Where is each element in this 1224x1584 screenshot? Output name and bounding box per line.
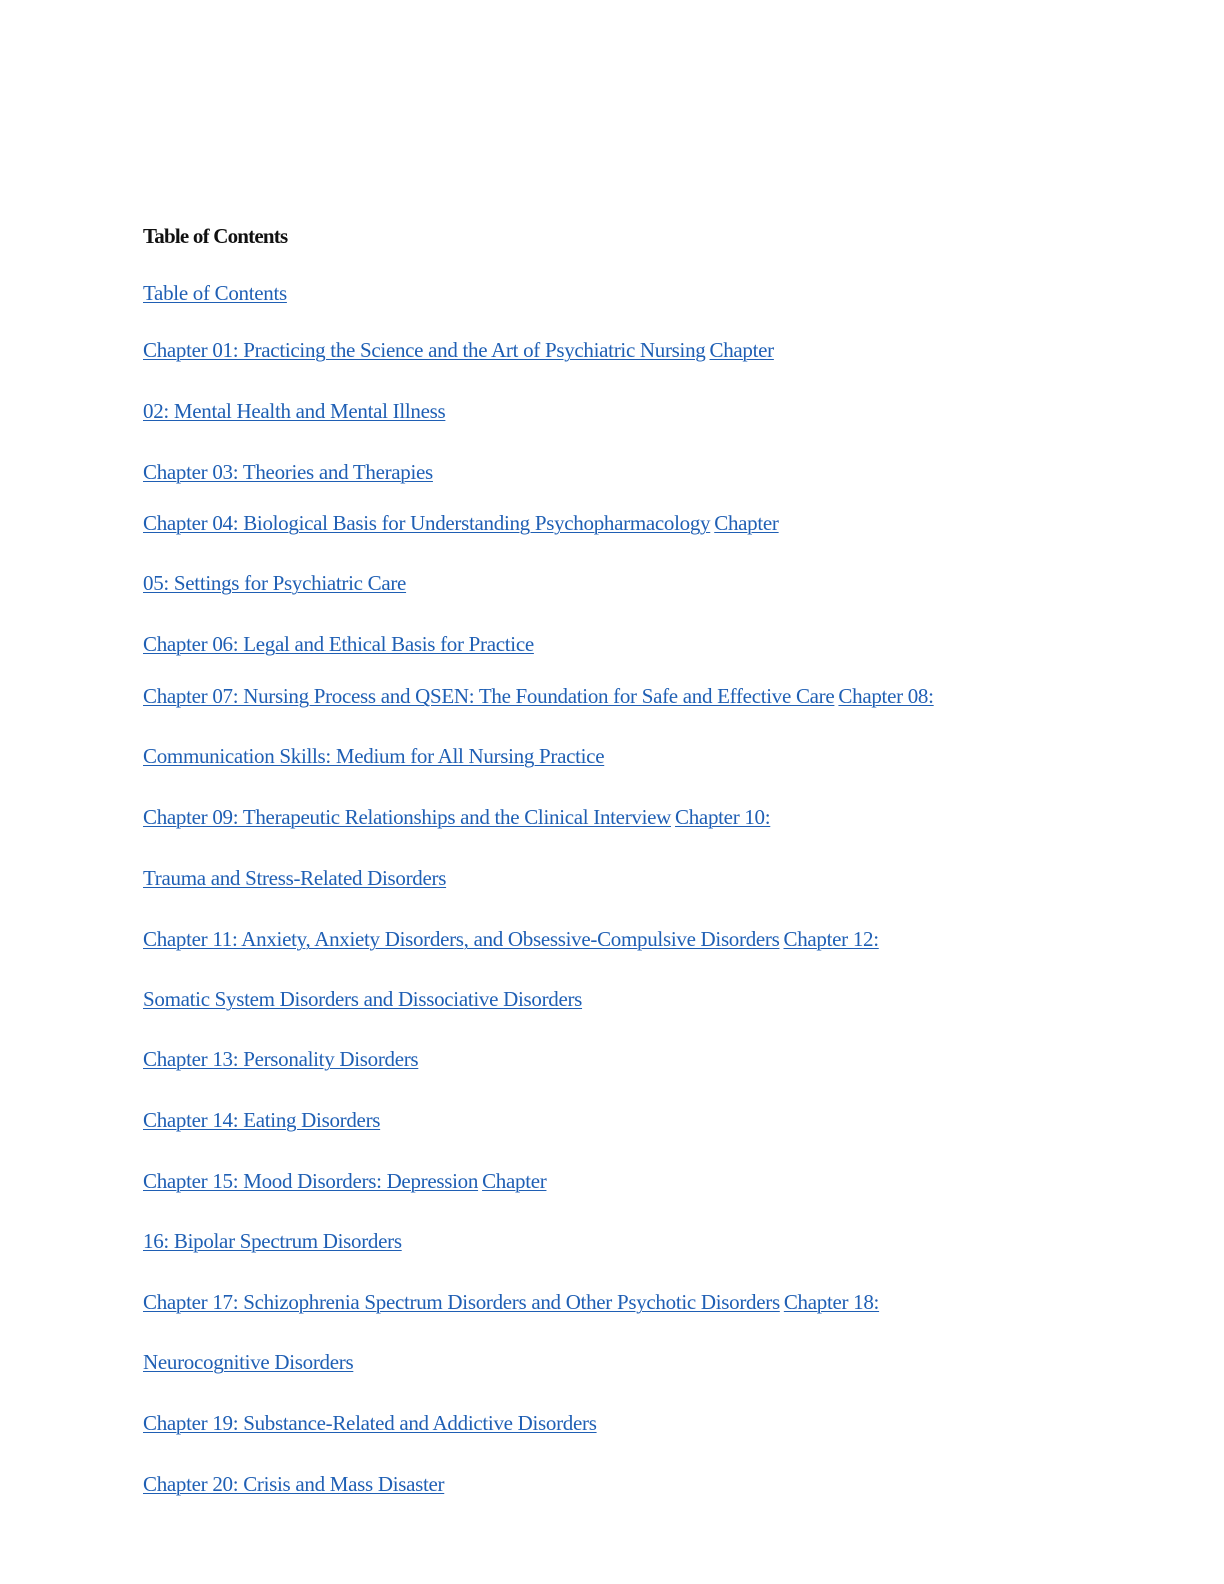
toc-link[interactable]: Chapter 07: Nursing Process and QSEN: The Foundation for Safe and Effective Care xyxy=(143,684,835,708)
toc-line xyxy=(143,337,774,363)
toc-link[interactable]: Neurocognitive Disorders xyxy=(143,1350,354,1374)
toc-line xyxy=(143,1410,597,1436)
toc-link[interactable]: 05: Settings for Psychiatric Care xyxy=(143,571,407,595)
toc-line xyxy=(143,398,445,424)
toc-link[interactable]: Chapter 06: Legal and Ethical Basis for Practice xyxy=(143,632,534,656)
toc-link[interactable]: Chapter xyxy=(714,511,779,535)
toc-link[interactable]: Chapter 18: xyxy=(783,1290,880,1314)
toc-link[interactable]: Chapter xyxy=(482,1169,547,1193)
toc-link[interactable]: Communication Skills: Medium for All Nursing Practice xyxy=(143,744,605,768)
toc-link[interactable]: Chapter 19: Substance-Related and Addictive Disorders xyxy=(143,1411,597,1435)
toc-link[interactable]: Chapter 11: Anxiety, Anxiety Disorders, and Obsessive-Compulsive Disorders xyxy=(143,927,780,951)
toc-link[interactable]: Chapter 15: Mood Disorders: Depression xyxy=(143,1169,479,1193)
toc-line xyxy=(143,280,287,306)
toc-line xyxy=(143,510,779,536)
toc-line xyxy=(143,986,582,1012)
toc-link[interactable]: Chapter 08: xyxy=(838,684,934,708)
toc-line xyxy=(143,865,446,891)
toc-link[interactable]: Chapter 04: Biological Basis for Understanding Psychopharmacology xyxy=(143,511,711,535)
toc-link[interactable]: Chapter 10: xyxy=(675,805,771,829)
toc-line xyxy=(143,926,879,952)
toc-link[interactable]: Trauma and Stress-Related Disorders xyxy=(143,866,447,890)
toc-line xyxy=(143,683,934,709)
toc-link[interactable]: Chapter 01: Practicing the Science and the Art of Psychiatric Nursing xyxy=(143,338,706,362)
toc-link[interactable]: Chapter 09: Therapeutic Relationships and the Clinical Interview xyxy=(143,805,672,829)
toc-link[interactable]: Chapter 20: Crisis and Mass Disaster xyxy=(143,1472,445,1496)
toc-line xyxy=(143,459,433,485)
toc-link[interactable]: Somatic System Disorders and Dissociative Disorders xyxy=(143,987,583,1011)
toc-line xyxy=(143,631,534,657)
toc-line xyxy=(143,1289,879,1315)
toc-line xyxy=(143,1228,402,1254)
toc-line xyxy=(143,1107,380,1133)
toc-line xyxy=(143,743,604,769)
toc-link[interactable]: Table of Contents xyxy=(143,281,287,305)
toc-link[interactable]: Chapter xyxy=(709,338,774,362)
page-heading: Table of Contents xyxy=(143,224,288,248)
toc-link[interactable]: Chapter 14: Eating Disorders xyxy=(143,1108,381,1132)
toc-link[interactable]: 02: Mental Health and Mental Illness xyxy=(143,399,446,423)
toc-link[interactable]: Chapter 12: xyxy=(783,927,879,951)
toc-link[interactable]: Chapter 17: Schizophrenia Spectrum Disorders and Other Psychotic Disorders xyxy=(143,1290,780,1314)
toc-line xyxy=(143,1349,353,1375)
toc-link[interactable]: Chapter 13: Personality Disorders xyxy=(143,1047,419,1071)
toc-line xyxy=(143,1046,418,1072)
toc-line xyxy=(143,570,406,596)
toc-line xyxy=(143,1471,444,1497)
toc-link[interactable]: 16: Bipolar Spectrum Disorders xyxy=(143,1229,402,1253)
toc-line xyxy=(143,1168,546,1194)
toc-link[interactable]: Chapter 03: Theories and Therapies xyxy=(143,460,433,484)
toc-line xyxy=(143,804,770,830)
